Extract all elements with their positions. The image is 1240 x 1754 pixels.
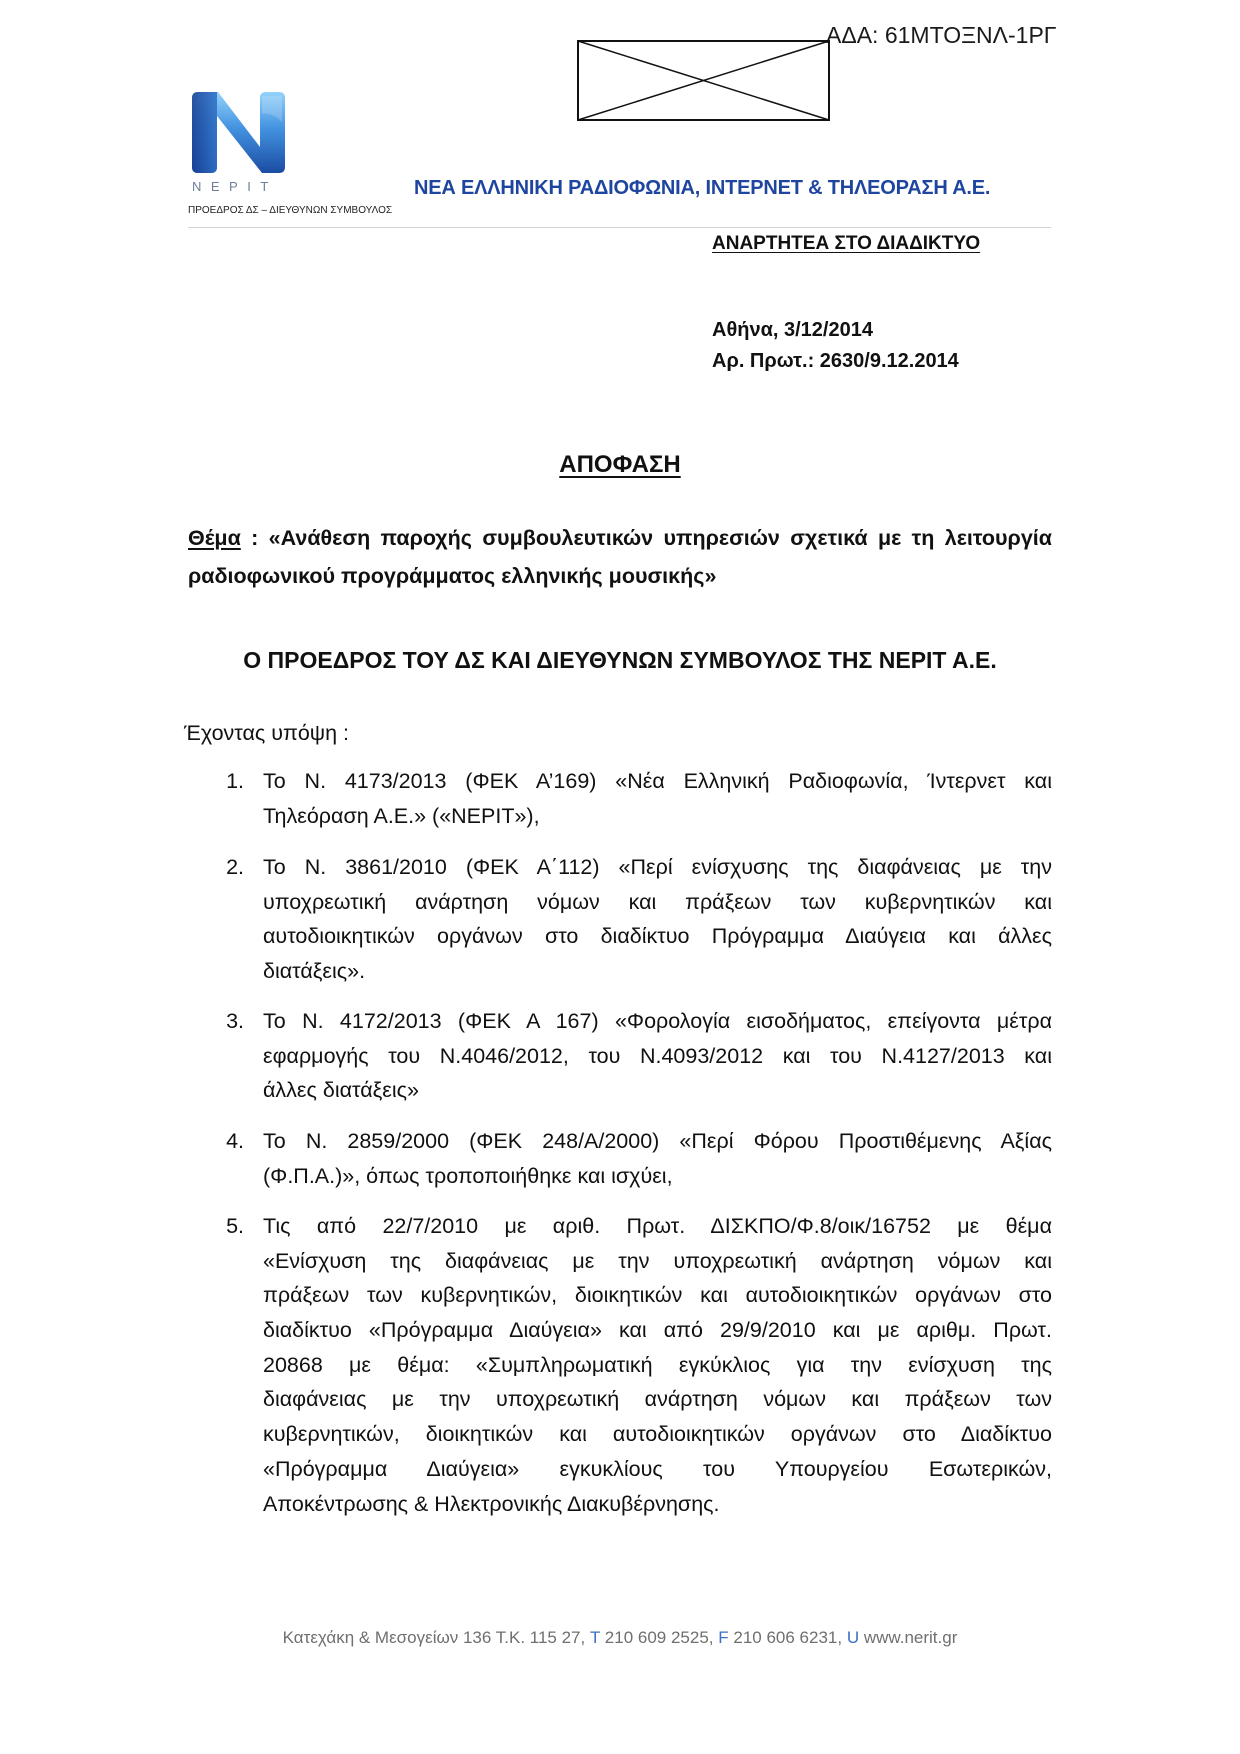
posting-notice: ΑΝΑΡΤΗΤΕΑ ΣΤΟ ΔΙΑΔΙΚΤΥΟ [712, 233, 981, 254]
item-text [263, 1209, 1052, 1521]
authority-heading: Ο ΠΡΟΕΔΡΟΣ ΤΟΥ ΔΣ ΚΑΙ ΔΙΕΥΘΥΝΩΝ ΣΥΜΒΟΥΛΟΣ ΤΗΣ ΝΕΡΙΤ Α.Ε. [243, 647, 997, 673]
footer-contact [0, 1626, 1240, 1650]
item-text [263, 764, 1052, 833]
item-text [263, 1004, 1052, 1108]
item-number: 3. [226, 1009, 244, 1033]
subject-label: Θέμα [188, 526, 241, 550]
organization-name: ΝΕΑ ΕΛΛΗΝΙΚΗ ΡΑΔΙΟΦΩΝΙΑ, ΙΝΤΕΡΝΕΤ & ΤΗΛΕΟΡΑΣΗ Α.Ε. [414, 177, 991, 199]
logo-subtitle: ΠΡΟΕΔΡΟΣ ΔΣ – ΔΙΕΥΘΥΝΩΝ ΣΥΜΒΟΥΛΟΣ [188, 205, 393, 216]
logo-wordmark: ΝΕΡΙΤ [192, 179, 278, 194]
footer-website: www.nerit.gr [863, 1628, 958, 1647]
item-line: «Πρόγραμμα Διαύγεια» εγκυκλίους του Υπουργείου Εσωτερικών, [263, 1456, 1052, 1481]
item-line: Το Ν. 2859/2000 (ΦΕΚ 248/Α/2000) «Περί Φόρου Προστιθέμενης Αξίας [263, 1129, 1052, 1153]
item-number: 2. [226, 855, 244, 879]
item-line: κυβερνητικών, διοικητικών και αυτοδιοικητικών οργάνων στο Διαδίκτυο [263, 1422, 1052, 1447]
item-line: Τηλεόραση Α.Ε.» («ΝΕΡΙΤ»), [263, 803, 540, 828]
footer-phone: 210 609 2525, [604, 1628, 714, 1647]
item-line: 20868 με θέμα: «Συμπληρωματική εγκύκλιος για την ενίσχυση της [263, 1352, 1052, 1377]
header-divider [188, 227, 1051, 228]
item-line: αυτοδιοικητικών οργάνων στο διαδίκτυο Πρόγραμμα Διαύγεια και άλλες [263, 924, 1052, 949]
item-line: διαφάνειας με την υποχρεωτική ανάρτηση νόμων και πράξεων των [263, 1387, 1052, 1412]
nerit-logo-icon [192, 92, 285, 173]
place-date: Αθήνα, 3/12/2014 [712, 319, 873, 341]
subject-text: : «Ανάθεση παροχής συμβουλευτικών υπηρεσιών σχετικά με τη λειτουργία [251, 526, 1052, 550]
footer-address: Κατεχάκη & Μεσογείων 136 Τ.Κ. 115 27, [282, 1628, 586, 1647]
item-number: 4. [226, 1129, 244, 1153]
item-line: «Ενίσχυση της διαφάνειας με την υποχρεωτική ανάρτηση νόμων και [263, 1248, 1052, 1273]
item-number: 5. [226, 1214, 244, 1238]
item-number: 1. [226, 769, 244, 793]
item-line: Τις από 22/7/2010 με αριθ. Πρωτ. ΔΙΣΚΠΟ/Φ.8/οικ/16752 με θέμα [263, 1214, 1052, 1238]
document-title-text: ΑΠΟΦΑΣΗ [559, 451, 681, 478]
subject-block [188, 519, 1052, 595]
item-text [263, 1124, 1052, 1193]
item-line: υποχρεωτική ανάρτηση νόμων και πράξεων των κυβερνητικών και [263, 889, 1052, 914]
document-title [0, 450, 1240, 480]
item-line: διαδίκτυο «Πρόγραμμα Διαύγεια» και από 29/9/2010 και με αριθμ. Πρωτ. [263, 1318, 1052, 1343]
item-line: Αποκέντρωσης & Ηλεκτρονικής Διακυβέρνησης. [263, 1491, 720, 1516]
ada-code: ΑΔΑ: 61ΜΤΟΞΝΛ-1ΡΓ [826, 22, 1057, 48]
fax-label: F [718, 1628, 729, 1647]
subject-line [188, 519, 1052, 557]
footer-fax: 210 606 6231, [733, 1628, 843, 1647]
item-line: Το Ν. 4172/2013 (ΦΕΚ Α 167) «Φορολογία εισοδήματος, επείγοντα μέτρα [263, 1009, 1052, 1033]
item-line: (Φ.Π.Α.)», όπως τροποποιήθηκε και ισχύει, [263, 1163, 673, 1188]
item-line: Το Ν. 3861/2010 (ΦΕΚ Α΄112) «Περί ενίσχυσης της διαφάνειας με την [263, 855, 1052, 879]
protocol-number: Αρ. Πρωτ.: 2630/9.12.2014 [712, 350, 959, 372]
phone-label: T [589, 1628, 601, 1647]
item-line: Το Ν. 4173/2013 (ΦΕΚ Α’169) «Νέα Ελληνική Ραδιοφωνία, Ίντερνετ και [263, 769, 1052, 793]
considering-intro: Έχοντας υπόψη : [184, 721, 350, 745]
crossed-placeholder-box [577, 40, 830, 121]
subject-line: ραδιοφωνικού προγράμματος ελληνικής μουσικής» [188, 564, 717, 588]
web-label: U [846, 1628, 860, 1647]
item-line: πράξεων των κυβερνητικών, διοικητικών και αυτοδιοικητικών οργάνων στο [263, 1283, 1052, 1308]
item-line: διατάξεις». [263, 959, 366, 984]
item-line: άλλες διατάξεις» [263, 1078, 419, 1103]
item-line: εφαρμογής του Ν.4046/2012, του Ν.4093/2012 και του Ν.4127/2013 και [263, 1043, 1052, 1068]
item-text [263, 850, 1052, 989]
